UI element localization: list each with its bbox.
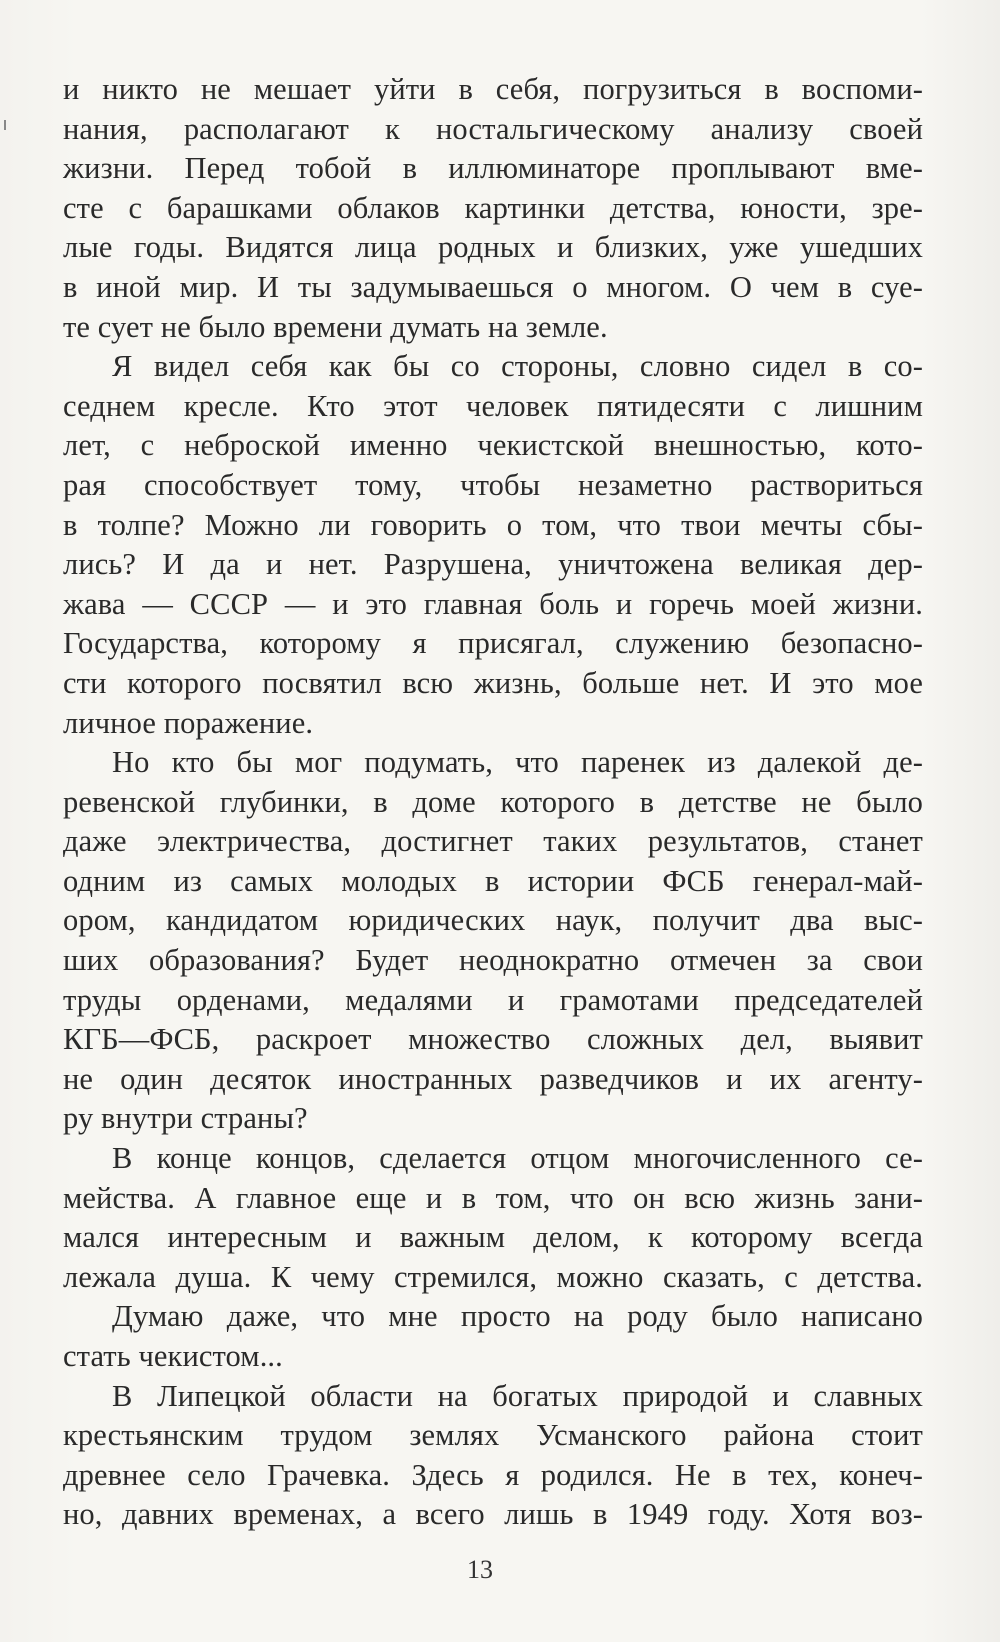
- text-line: жизни. Перед тобой в иллюминаторе проплывают вме-: [63, 151, 923, 186]
- text-line: сте с барашками облаков картинки детства, юности, зре-: [63, 190, 923, 225]
- text-line: ором, кандидатом юридических наук, получит два выс-: [63, 903, 923, 938]
- text-line: Я видел себя как бы со стороны, словно сидел в со-: [112, 349, 923, 384]
- text-line: не один десяток иностранных разведчиков и их агенту-: [63, 1061, 923, 1096]
- text-line: крестьянским трудом землях Усманского района стоит: [63, 1418, 923, 1453]
- text-line: в иной мир. И ты задумываешься о многом. О чем в суе-: [63, 269, 923, 304]
- text-line: нания, располагают к ностальгическому анализу своей: [63, 111, 923, 146]
- text-line: В Липецкой области на богатых природой и славных: [112, 1378, 923, 1413]
- paragraph-4: [63, 1139, 923, 1297]
- text-line: КГБ—ФСБ, раскроет множество сложных дел, выявит: [63, 1022, 923, 1057]
- text-line: стать чекистом...: [63, 1339, 283, 1373]
- text-line: мался интересным и важным делом, к которому всегда: [63, 1220, 923, 1255]
- text-line: труды орденами, медалями и грамотами председателей: [63, 982, 923, 1017]
- page-number: 13: [467, 1555, 493, 1584]
- text-line: в толпе? Можно ли говорить о том, что твои мечты сбы-: [63, 507, 923, 542]
- text-line: мейства. А главное еще и в том, что он всю жизнь зани-: [63, 1180, 923, 1215]
- text-line: лежала душа. К чему стремился, можно сказать, с детства.: [63, 1259, 923, 1294]
- text-line: ших образования? Будет неоднократно отмечен за свои: [63, 943, 923, 978]
- text-line: одним из самых молодых в истории ФСБ генерал-май-: [63, 863, 923, 898]
- text-line: Думаю даже, что мне просто на роду было написано: [112, 1299, 923, 1334]
- text-line: лет, с неброской именно чекистской внешностью, кото-: [63, 428, 923, 463]
- text-line: лые годы. Видятся лица родных и близких, уже ушедших: [63, 230, 923, 265]
- text-line: ревенской глубинки, в доме которого в детстве не было: [63, 784, 923, 819]
- text-line: сти которого посвятил всю жизнь, больше нет. И это мое: [63, 665, 923, 700]
- text-line: седнем кресле. Кто этот человек пятидесяти с лишним: [63, 388, 923, 423]
- text-line: личное поражение.: [63, 705, 314, 740]
- text-line: даже электричества, достигнет таких результатов, станет: [63, 824, 923, 859]
- text-line: Государства, которому я присягал, служению безопасно-: [63, 626, 923, 661]
- paragraph-6: [63, 1377, 923, 1535]
- margin-mark: [4, 120, 6, 130]
- text-line: ру внутри страны?: [63, 1101, 308, 1136]
- text-line: В конце концов, сделается отцом многочисленного се-: [112, 1141, 923, 1176]
- paragraph-1: [63, 70, 923, 347]
- paragraph-5: [63, 1297, 923, 1376]
- text-line: Но кто бы мог подумать, что паренек из далекой де-: [112, 745, 923, 780]
- text-line: рая способствует тому, чтобы незаметно раствориться: [63, 467, 923, 502]
- body-text: [63, 70, 923, 1535]
- text-line: и никто не мешает уйти в себя, погрузиться в воспоми-: [63, 72, 923, 106]
- text-line: но, давних временах, а всего лишь в 1949 году. Хотя воз-: [63, 1497, 923, 1532]
- text-line: те сует не было времени думать на земле.: [63, 309, 608, 344]
- paragraph-2: [63, 347, 923, 743]
- text-line: жава — СССР — и это главная боль и горечь моей жизни.: [63, 586, 923, 621]
- text-line: древнее село Грачевка. Здесь я родился. Не в тех, конеч-: [63, 1457, 923, 1492]
- text-line: лись? И да и нет. Разрушена, уничтожена великая дер-: [63, 547, 923, 582]
- paragraph-3: [63, 743, 923, 1139]
